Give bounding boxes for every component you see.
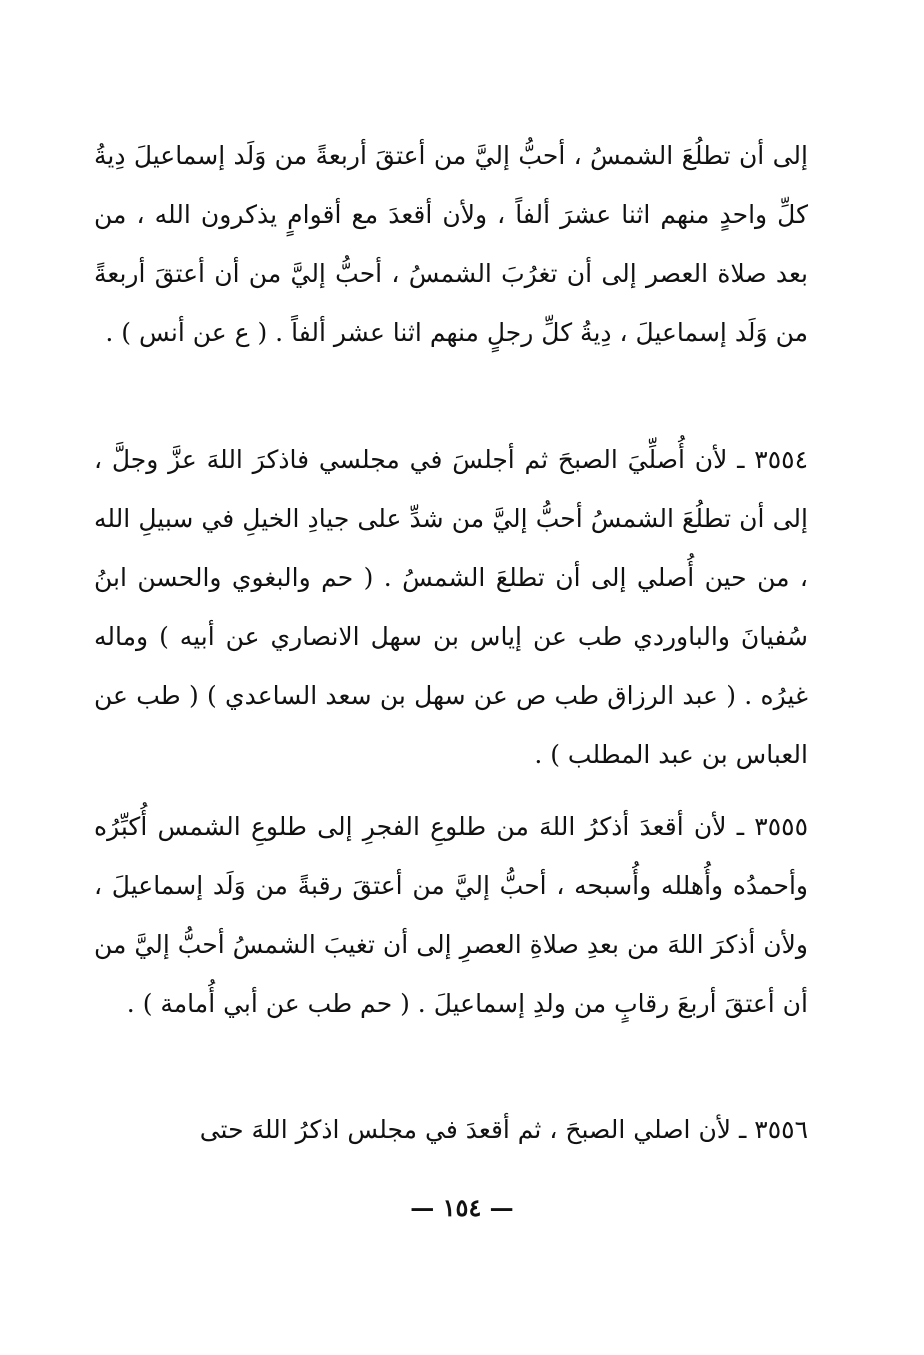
text-block-3 [94,797,808,1033]
paragraph-hadith-3555: ٣٥٥٥ ـ لأن أقعدَ أذكرُ اللهَ من طلوعِ الفجرِ إلى طلوعِ الشمس أُكبِّرُه وأحمدُه وأُهلله وأُسبحه ، أحبُّ إليَّ من أعتقَ رقبةً من وَلَد إسماعيلَ ، ولأن أذكرَ اللهَ من بعدِ صلاةِ العصرِ إلى أن تغيبَ الشمسُ أحبُّ إليَّ من أن أعتقَ أربعَ رقابٍ من ولدِ إسماعيلَ . ( حم طب عن أبي أُمامة ) . [94,812,808,1018]
paragraph-hadith-3554: ٣٥٥٤ ـ لأن أُصلِّيَ الصبحَ ثم أجلسَ في مجلسي فاذكرَ اللهَ عزَّ وجلَّ ، إلى أن تطلُعَ الشمسُ أحبُّ إليَّ من شدِّ على جيادِ الخيلِ في سبيلِ الله ، من حين أُصلي إلى أن تطلعَ الشمسُ . ( حم والبغوي والحسن ابنُ سُفيانَ والباوردي طب عن إياس بن سهل الانصاري عن أبيه ) وماله غيرُه . ( عبد الرزاق طب ص عن سهل بن سعد الساعدي ) ( طب عن العباس بن عبد المطلب ) . [94,445,808,769]
page-number: — ١٥٤ — [410,1193,514,1222]
paragraph-continued-hadith: إلى أن تطلُعَ الشمسُ ، أحبُّ إليَّ من أعتقَ أربعةً من وَلَد إسماعيلَ دِيةُ كلِّ واحدٍ منهم اثنا عشرَ ألفاً ، ولأن أقعدَ مع أقوامٍ يذكرون الله ، من بعد صلاة العصر إلى أن تغرُبَ الشمسُ ، أحبُّ إليَّ من أن أعتقَ أربعةً من وَلَد إسماعيلَ ، دِيةُ كلِّ رجلٍ منهم اثنا عشر ألفاً . ( ع عن أنس ) . [94,141,809,347]
text-block-1 [94,126,808,362]
text-block-4 [94,1100,808,1159]
text-block-2 [94,430,808,784]
paragraph-hadith-3556: ٣٥٥٦ ـ لأن اصلي الصبحَ ، ثم أقعدَ في مجلس اذكرُ اللهَ حتى [199,1115,808,1144]
